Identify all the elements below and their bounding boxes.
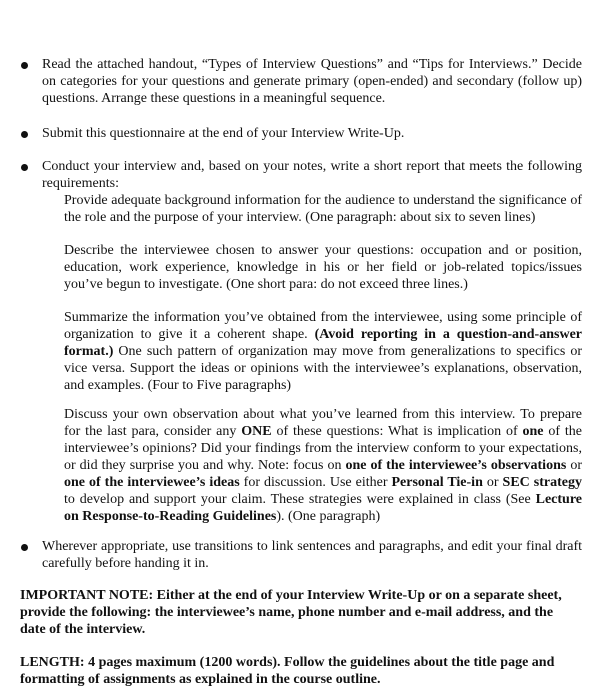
- discuss-text: or: [566, 458, 582, 473]
- discuss-text: of these questions: What is implication of: [271, 424, 523, 439]
- discuss-emphasis: one of the interviewee’s ideas: [64, 475, 240, 490]
- bullet-dot-icon: [21, 544, 28, 551]
- requirement-summarize: [64, 309, 582, 394]
- summarize-emphasis: (Avoid reporting in a question-and-answer format.): [64, 327, 582, 359]
- bullet-text: Conduct your interview and, based on your notes, write a short report that meets the following requirements:: [42, 159, 582, 191]
- bullet-dot-icon: [21, 62, 28, 69]
- discuss-text: Discuss your own observation about what you’ve learned from this interview. To prepare for the last para, consider any: [64, 407, 582, 439]
- discuss-emphasis: one of the interviewee’s observations: [345, 458, 567, 473]
- discuss-text: or: [482, 475, 503, 490]
- bullet-dot-icon: [21, 164, 28, 171]
- discuss-emphasis: one: [522, 424, 544, 439]
- summarize-text: Summarize the information you’ve obtained from the interviewee, using some principle of organization to give it a coherent shape.: [64, 310, 582, 342]
- important-note: IMPORTANT NOTE: Either at the end of your Interview Write-Up or on a separate sheet, provide the following: the interviewee’s name, phone number and e-mail address, and the date of the interview.: [20, 588, 562, 637]
- summarize-text: One such pattern of organization may move from generalizations to specifics or vice versa. Support the ideas or opinions with the interviewee’s explanations, observation, and examples. (Four to Five paragraphs): [64, 344, 582, 393]
- bullet-text: Read the attached handout, “Types of Interview Questions” and “Tips for Interviews.” Decide on categories for your questions and generate primary (open-ended) and secondary (follow up) questions. Arrange these questions in a meaningful sequence.: [42, 57, 582, 106]
- discuss-text: for discussion. Use either: [239, 475, 392, 490]
- length-note: LENGTH: 4 pages maximum (1200 words). Follow the guidelines about the title page and formatting of assignments as explained in the course outline.: [20, 655, 555, 687]
- discuss-emphasis: SEC strategy: [502, 475, 582, 490]
- discuss-text: of the interviewee’s opinions? Did your findings from the interview conform to your expectations, or did they surprise you and why. Note: focus on: [64, 424, 582, 473]
- requirement-describe: Describe the interviewee chosen to answer your questions: occupation and or position, education, work experience, knowledge in his or her field or job-related topics/issues you’ve begun to investigate. (One short para: do not exceed three lines.): [64, 243, 582, 292]
- discuss-text: to develop and support your claim. These strategies were explained in class (See: [64, 492, 536, 507]
- discuss-emphasis: ONE: [241, 424, 272, 439]
- bullet-text: Wherever appropriate, use transitions to link sentences and paragraphs, and edit your final draft carefully before handing it in.: [42, 539, 582, 571]
- bullet-text: Submit this questionnaire at the end of your Interview Write-Up.: [42, 126, 405, 141]
- requirement-discuss: [64, 406, 582, 525]
- bullet-dot-icon: [21, 131, 28, 138]
- discuss-text: ). (One paragraph): [276, 509, 381, 524]
- requirement-background: Provide adequate background information for the audience to understand the significance of the role and the purpose of your interview. (One paragraph: about six to seven lines): [64, 193, 582, 225]
- discuss-emphasis: Lecture on Response-to-Reading Guidelines: [64, 492, 582, 524]
- discuss-emphasis: Personal Tie-in: [391, 475, 483, 490]
